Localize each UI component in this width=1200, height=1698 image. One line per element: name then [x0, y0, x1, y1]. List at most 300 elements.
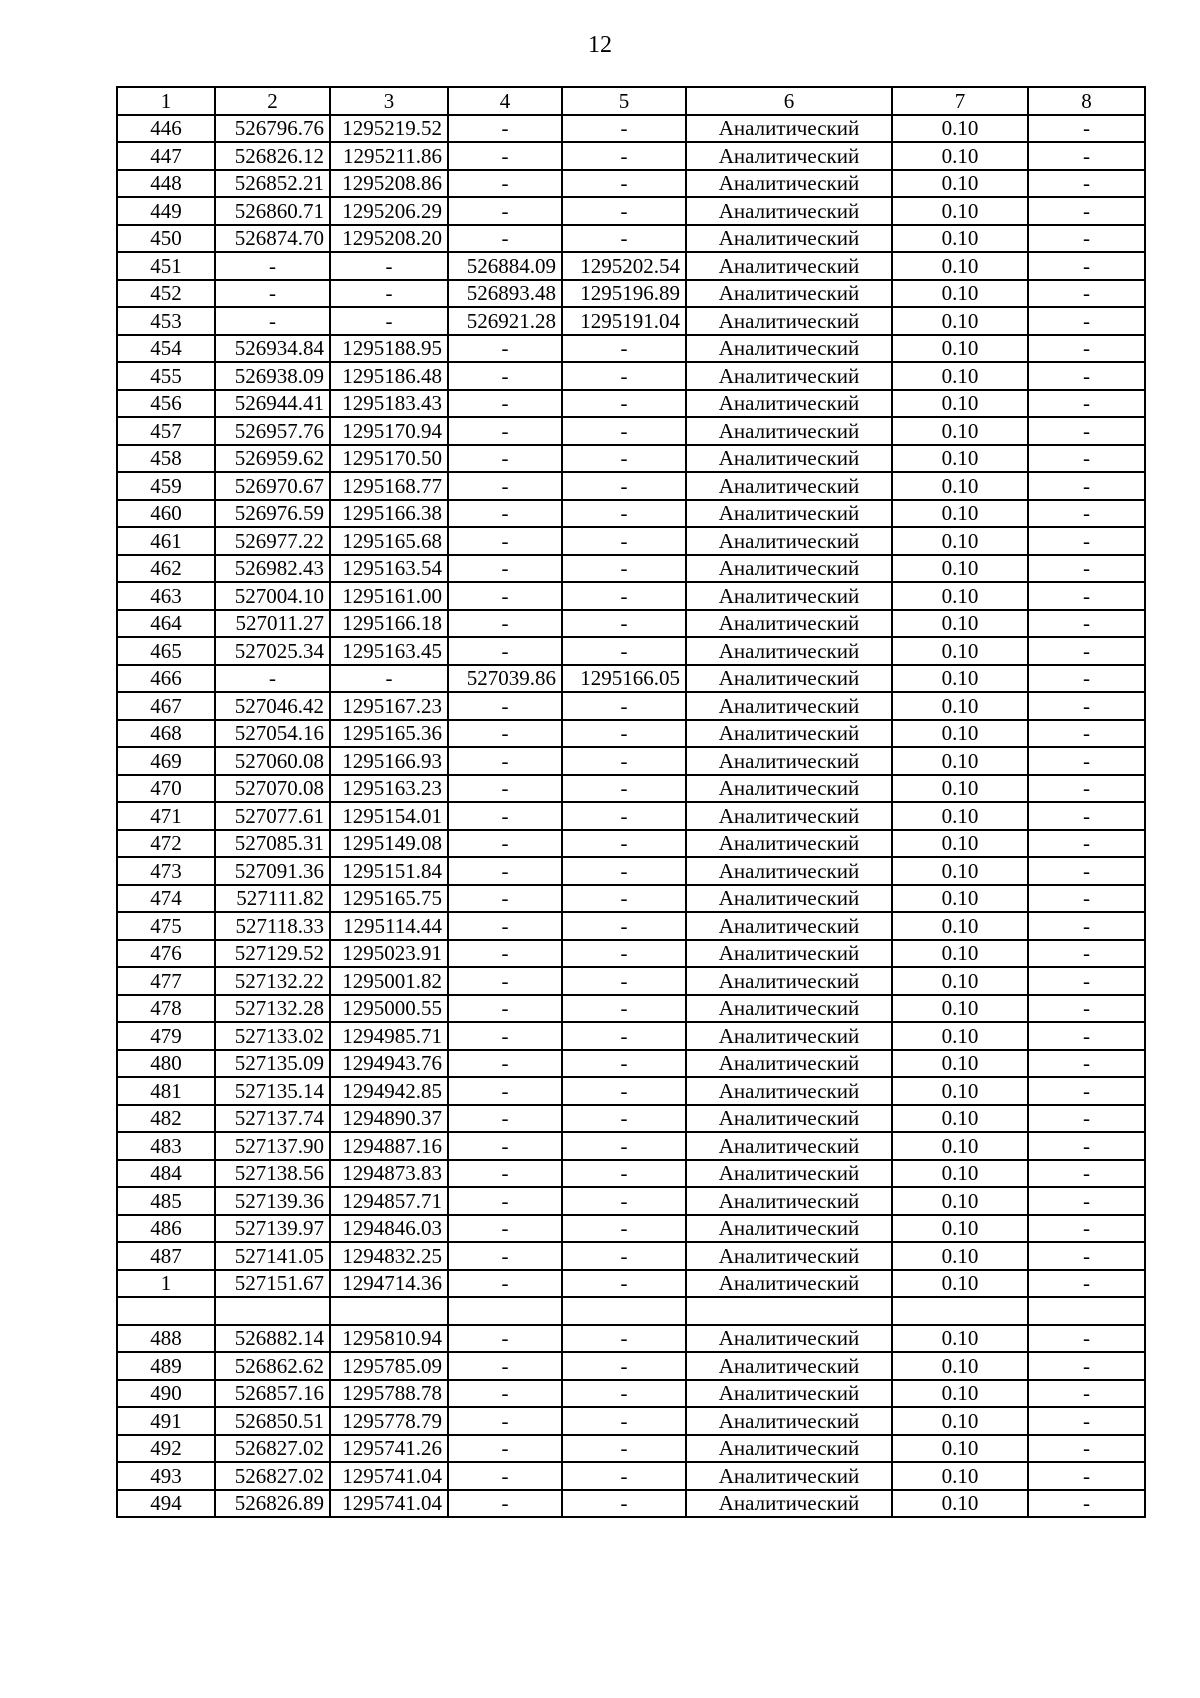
table-row: [117, 1352, 1145, 1380]
y-new-cell: -: [562, 967, 686, 995]
method-cell: Аналитический: [686, 1105, 892, 1133]
y-new-cell: -: [562, 637, 686, 665]
accuracy-cell: 0.10: [892, 1105, 1028, 1133]
table-row: [117, 555, 1145, 583]
accuracy-cell: 0.10: [892, 747, 1028, 775]
note-cell: -: [1028, 1160, 1145, 1188]
x-coordinate-cell: 527137.74: [215, 1105, 330, 1133]
x-new-cell: -: [448, 1187, 562, 1215]
x-coordinate-cell: 526959.62: [215, 445, 330, 473]
accuracy-cell: 0.10: [892, 610, 1028, 638]
y-new-cell: -: [562, 1160, 686, 1188]
y-new-cell: -: [562, 610, 686, 638]
method-cell: Аналитический: [686, 390, 892, 418]
note-cell: -: [1028, 665, 1145, 693]
point-number-cell: 462: [117, 555, 215, 583]
point-number-cell: 481: [117, 1077, 215, 1105]
y-new-cell: -: [562, 995, 686, 1023]
point-number-cell: 493: [117, 1462, 215, 1490]
x-coordinate-cell: -: [215, 665, 330, 693]
point-number-cell: 450: [117, 225, 215, 253]
method-cell: Аналитический: [686, 1325, 892, 1353]
point-number-cell: 473: [117, 857, 215, 885]
y-coordinate-cell: 1295165.75: [330, 885, 448, 913]
note-cell: -: [1028, 115, 1145, 143]
point-number-cell: 472: [117, 830, 215, 858]
table-body: [117, 115, 1145, 1518]
note-cell: -: [1028, 362, 1145, 390]
y-coordinate-cell: [330, 1297, 448, 1325]
y-coordinate-cell: 1295149.08: [330, 830, 448, 858]
y-new-cell: -: [562, 747, 686, 775]
x-coordinate-cell: 526826.89: [215, 1490, 330, 1518]
x-coordinate-cell: 527118.33: [215, 912, 330, 940]
y-new-cell: 1295202.54: [562, 252, 686, 280]
y-coordinate-cell: 1295170.94: [330, 417, 448, 445]
column-header: 1: [117, 87, 215, 115]
y-new-cell: [562, 1297, 686, 1325]
y-coordinate-cell: 1295208.20: [330, 225, 448, 253]
method-cell: Аналитический: [686, 362, 892, 390]
x-new-cell: -: [448, 830, 562, 858]
x-coordinate-cell: 526860.71: [215, 197, 330, 225]
y-new-cell: -: [562, 1352, 686, 1380]
point-number-cell: [117, 1297, 215, 1325]
table-row: [117, 115, 1145, 143]
y-coordinate-cell: 1295788.78: [330, 1380, 448, 1408]
y-coordinate-cell: 1295001.82: [330, 967, 448, 995]
x-new-cell: -: [448, 225, 562, 253]
point-number-cell: 484: [117, 1160, 215, 1188]
y-new-cell: -: [562, 555, 686, 583]
accuracy-cell: 0.10: [892, 967, 1028, 995]
x-coordinate-cell: 527137.90: [215, 1132, 330, 1160]
table-row: [117, 1050, 1145, 1078]
point-number-cell: 467: [117, 692, 215, 720]
accuracy-cell: 0.10: [892, 225, 1028, 253]
accuracy-cell: 0.10: [892, 857, 1028, 885]
x-new-cell: -: [448, 940, 562, 968]
note-cell: -: [1028, 1077, 1145, 1105]
y-coordinate-cell: 1295166.38: [330, 500, 448, 528]
point-number-cell: 1: [117, 1270, 215, 1298]
point-number-cell: 454: [117, 335, 215, 363]
table-row: [117, 720, 1145, 748]
note-cell: -: [1028, 335, 1145, 363]
coordinates-table: [116, 86, 1146, 1518]
x-coordinate-cell: 527046.42: [215, 692, 330, 720]
column-header: 3: [330, 87, 448, 115]
note-cell: -: [1028, 472, 1145, 500]
x-coordinate-cell: 527077.61: [215, 802, 330, 830]
point-number-cell: 486: [117, 1215, 215, 1243]
method-cell: Аналитический: [686, 1270, 892, 1298]
y-coordinate-cell: 1294846.03: [330, 1215, 448, 1243]
y-coordinate-cell: 1295741.04: [330, 1462, 448, 1490]
y-coordinate-cell: 1294857.71: [330, 1187, 448, 1215]
method-cell: Аналитический: [686, 555, 892, 583]
method-cell: Аналитический: [686, 1187, 892, 1215]
x-new-cell: -: [448, 1160, 562, 1188]
x-new-cell: -: [448, 1462, 562, 1490]
point-number-cell: 458: [117, 445, 215, 473]
y-coordinate-cell: 1294714.36: [330, 1270, 448, 1298]
accuracy-cell: 0.10: [892, 637, 1028, 665]
y-new-cell: -: [562, 115, 686, 143]
x-coordinate-cell: 526882.14: [215, 1325, 330, 1353]
table-row: [117, 142, 1145, 170]
accuracy-cell: 0.10: [892, 1077, 1028, 1105]
x-coordinate-cell: 526957.76: [215, 417, 330, 445]
x-new-cell: -: [448, 802, 562, 830]
accuracy-cell: 0.10: [892, 472, 1028, 500]
y-new-cell: -: [562, 1490, 686, 1518]
y-coordinate-cell: 1295741.26: [330, 1435, 448, 1463]
method-cell: [686, 1297, 892, 1325]
y-new-cell: -: [562, 582, 686, 610]
x-coordinate-cell: 527135.14: [215, 1077, 330, 1105]
point-number-cell: 492: [117, 1435, 215, 1463]
note-cell: -: [1028, 1050, 1145, 1078]
table-row: [117, 940, 1145, 968]
y-new-cell: -: [562, 417, 686, 445]
point-number-cell: 478: [117, 995, 215, 1023]
x-new-cell: -: [448, 1215, 562, 1243]
x-coordinate-cell: -: [215, 252, 330, 280]
y-coordinate-cell: 1295785.09: [330, 1352, 448, 1380]
accuracy-cell: 0.10: [892, 802, 1028, 830]
x-new-cell: -: [448, 142, 562, 170]
method-cell: Аналитический: [686, 417, 892, 445]
x-coordinate-cell: 527004.10: [215, 582, 330, 610]
x-coordinate-cell: 526874.70: [215, 225, 330, 253]
accuracy-cell: 0.10: [892, 1380, 1028, 1408]
table-row: [117, 967, 1145, 995]
table-row: [117, 610, 1145, 638]
y-new-cell: -: [562, 362, 686, 390]
accuracy-cell: 0.10: [892, 1160, 1028, 1188]
method-cell: Аналитический: [686, 527, 892, 555]
y-coordinate-cell: 1295219.52: [330, 115, 448, 143]
x-new-cell: 527039.86: [448, 665, 562, 693]
y-new-cell: -: [562, 830, 686, 858]
table-row: [117, 912, 1145, 940]
note-cell: -: [1028, 720, 1145, 748]
accuracy-cell: 0.10: [892, 1407, 1028, 1435]
table-row: [117, 527, 1145, 555]
note-cell: -: [1028, 1132, 1145, 1160]
x-coordinate-cell: 527070.08: [215, 775, 330, 803]
y-coordinate-cell: 1295211.86: [330, 142, 448, 170]
y-new-cell: 1295166.05: [562, 665, 686, 693]
note-cell: -: [1028, 197, 1145, 225]
accuracy-cell: 0.10: [892, 1022, 1028, 1050]
x-new-cell: -: [448, 912, 562, 940]
y-new-cell: -: [562, 445, 686, 473]
note-cell: -: [1028, 1380, 1145, 1408]
note-cell: -: [1028, 555, 1145, 583]
method-cell: Аналитический: [686, 197, 892, 225]
method-cell: Аналитический: [686, 1050, 892, 1078]
point-number-cell: 476: [117, 940, 215, 968]
note-cell: -: [1028, 830, 1145, 858]
x-new-cell: 526884.09: [448, 252, 562, 280]
accuracy-cell: 0.10: [892, 1270, 1028, 1298]
table-row: [117, 1270, 1145, 1298]
x-new-cell: -: [448, 1077, 562, 1105]
table-row: [117, 197, 1145, 225]
note-cell: -: [1028, 142, 1145, 170]
x-coordinate-cell: 527060.08: [215, 747, 330, 775]
note-cell: -: [1028, 637, 1145, 665]
table-row: [117, 500, 1145, 528]
accuracy-cell: 0.10: [892, 830, 1028, 858]
method-cell: Аналитический: [686, 1407, 892, 1435]
point-number-cell: 453: [117, 307, 215, 335]
point-number-cell: 487: [117, 1242, 215, 1270]
x-coordinate-cell: 527129.52: [215, 940, 330, 968]
y-new-cell: -: [562, 1050, 686, 1078]
x-coordinate-cell: 527085.31: [215, 830, 330, 858]
table-row: [117, 1215, 1145, 1243]
note-cell: -: [1028, 912, 1145, 940]
note-cell: -: [1028, 692, 1145, 720]
y-new-cell: -: [562, 720, 686, 748]
x-new-cell: -: [448, 775, 562, 803]
column-header: 7: [892, 87, 1028, 115]
y-coordinate-cell: 1295170.50: [330, 445, 448, 473]
x-new-cell: 526893.48: [448, 280, 562, 308]
x-new-cell: -: [448, 115, 562, 143]
method-cell: Аналитический: [686, 1352, 892, 1380]
y-new-cell: -: [562, 1022, 686, 1050]
x-new-cell: -: [448, 1407, 562, 1435]
y-coordinate-cell: 1295183.43: [330, 390, 448, 418]
table-row: [117, 170, 1145, 198]
accuracy-cell: 0.10: [892, 1050, 1028, 1078]
note-cell: -: [1028, 967, 1145, 995]
x-new-cell: -: [448, 857, 562, 885]
y-coordinate-cell: 1295166.93: [330, 747, 448, 775]
table-row: [117, 1325, 1145, 1353]
point-number-cell: 447: [117, 142, 215, 170]
x-coordinate-cell: 526977.22: [215, 527, 330, 555]
x-coordinate-cell: 526862.62: [215, 1352, 330, 1380]
note-cell: -: [1028, 1435, 1145, 1463]
y-coordinate-cell: 1295023.91: [330, 940, 448, 968]
table-row: [117, 445, 1145, 473]
point-number-cell: 463: [117, 582, 215, 610]
method-cell: Аналитический: [686, 142, 892, 170]
y-coordinate-cell: 1295165.36: [330, 720, 448, 748]
x-coordinate-cell: 527151.67: [215, 1270, 330, 1298]
y-new-cell: -: [562, 472, 686, 500]
accuracy-cell: 0.10: [892, 170, 1028, 198]
x-coordinate-cell: 527054.16: [215, 720, 330, 748]
point-number-cell: 489: [117, 1352, 215, 1380]
note-cell: -: [1028, 582, 1145, 610]
y-new-cell: -: [562, 1380, 686, 1408]
y-coordinate-cell: 1294873.83: [330, 1160, 448, 1188]
point-number-cell: 448: [117, 170, 215, 198]
x-new-cell: -: [448, 1380, 562, 1408]
note-cell: -: [1028, 1352, 1145, 1380]
method-cell: Аналитический: [686, 1215, 892, 1243]
table-row: [117, 1435, 1145, 1463]
table-row: [117, 802, 1145, 830]
note-cell: -: [1028, 280, 1145, 308]
y-new-cell: 1295191.04: [562, 307, 686, 335]
y-new-cell: -: [562, 1462, 686, 1490]
accuracy-cell: 0.10: [892, 1435, 1028, 1463]
table-row: [117, 1160, 1145, 1188]
y-coordinate-cell: 1294985.71: [330, 1022, 448, 1050]
x-coordinate-cell: 526852.21: [215, 170, 330, 198]
method-cell: Аналитический: [686, 1462, 892, 1490]
method-cell: Аналитический: [686, 335, 892, 363]
y-coordinate-cell: 1294832.25: [330, 1242, 448, 1270]
note-cell: -: [1028, 390, 1145, 418]
note-cell: -: [1028, 775, 1145, 803]
note-cell: -: [1028, 170, 1145, 198]
x-coordinate-cell: 527025.34: [215, 637, 330, 665]
y-new-cell: -: [562, 885, 686, 913]
y-new-cell: -: [562, 390, 686, 418]
method-cell: Аналитический: [686, 170, 892, 198]
method-cell: Аналитический: [686, 1160, 892, 1188]
method-cell: Аналитический: [686, 830, 892, 858]
x-new-cell: -: [448, 170, 562, 198]
accuracy-cell: 0.10: [892, 995, 1028, 1023]
x-coordinate-cell: 526982.43: [215, 555, 330, 583]
y-coordinate-cell: -: [330, 665, 448, 693]
point-number-cell: 468: [117, 720, 215, 748]
point-number-cell: 490: [117, 1380, 215, 1408]
method-cell: Аналитический: [686, 857, 892, 885]
x-new-cell: -: [448, 445, 562, 473]
table-row: [117, 280, 1145, 308]
note-cell: -: [1028, 307, 1145, 335]
y-coordinate-cell: -: [330, 252, 448, 280]
y-new-cell: -: [562, 940, 686, 968]
x-coordinate-cell: 527141.05: [215, 1242, 330, 1270]
x-new-cell: -: [448, 527, 562, 555]
note-cell: -: [1028, 225, 1145, 253]
method-cell: Аналитический: [686, 940, 892, 968]
table-row: [117, 1490, 1145, 1518]
y-coordinate-cell: 1295151.84: [330, 857, 448, 885]
table-row: [117, 582, 1145, 610]
y-coordinate-cell: 1295000.55: [330, 995, 448, 1023]
note-cell: -: [1028, 1490, 1145, 1518]
x-coordinate-cell: 527132.22: [215, 967, 330, 995]
point-number-cell: 452: [117, 280, 215, 308]
column-header: 2: [215, 87, 330, 115]
accuracy-cell: 0.10: [892, 692, 1028, 720]
y-coordinate-cell: 1295166.18: [330, 610, 448, 638]
note-cell: -: [1028, 417, 1145, 445]
x-new-cell: -: [448, 472, 562, 500]
y-new-cell: -: [562, 225, 686, 253]
y-coordinate-cell: 1295810.94: [330, 1325, 448, 1353]
table-row: [117, 1077, 1145, 1105]
x-new-cell: -: [448, 1132, 562, 1160]
x-new-cell: -: [448, 692, 562, 720]
point-number-cell: 464: [117, 610, 215, 638]
column-header: 4: [448, 87, 562, 115]
table-row: [117, 1105, 1145, 1133]
x-new-cell: -: [448, 1022, 562, 1050]
accuracy-cell: 0.10: [892, 335, 1028, 363]
method-cell: Аналитический: [686, 637, 892, 665]
x-new-cell: -: [448, 637, 562, 665]
y-coordinate-cell: -: [330, 307, 448, 335]
y-coordinate-cell: 1295186.48: [330, 362, 448, 390]
x-coordinate-cell: 526827.02: [215, 1462, 330, 1490]
table-row: [117, 1022, 1145, 1050]
table-row: [117, 252, 1145, 280]
note-cell: -: [1028, 1270, 1145, 1298]
table-row: [117, 775, 1145, 803]
x-new-cell: -: [448, 1435, 562, 1463]
method-cell: Аналитический: [686, 472, 892, 500]
note-cell: -: [1028, 500, 1145, 528]
x-new-cell: [448, 1297, 562, 1325]
x-new-cell: -: [448, 1050, 562, 1078]
note-cell: -: [1028, 1462, 1145, 1490]
accuracy-cell: 0.10: [892, 1132, 1028, 1160]
y-new-cell: -: [562, 1105, 686, 1133]
accuracy-cell: 0.10: [892, 417, 1028, 445]
x-new-cell: -: [448, 500, 562, 528]
y-new-cell: -: [562, 912, 686, 940]
y-new-cell: -: [562, 142, 686, 170]
table-row: [117, 830, 1145, 858]
method-cell: Аналитический: [686, 115, 892, 143]
accuracy-cell: 0.10: [892, 307, 1028, 335]
method-cell: Аналитический: [686, 307, 892, 335]
point-number-cell: 491: [117, 1407, 215, 1435]
accuracy-cell: 0.10: [892, 1462, 1028, 1490]
note-cell: -: [1028, 252, 1145, 280]
y-coordinate-cell: -: [330, 280, 448, 308]
note-cell: -: [1028, 1325, 1145, 1353]
page-number: 12: [588, 32, 612, 58]
x-new-cell: -: [448, 995, 562, 1023]
x-coordinate-cell: 527132.28: [215, 995, 330, 1023]
method-cell: Аналитический: [686, 582, 892, 610]
point-number-cell: 465: [117, 637, 215, 665]
y-coordinate-cell: 1295778.79: [330, 1407, 448, 1435]
note-cell: -: [1028, 747, 1145, 775]
table-row: [117, 1462, 1145, 1490]
point-number-cell: 477: [117, 967, 215, 995]
x-coordinate-cell: 527139.36: [215, 1187, 330, 1215]
y-coordinate-cell: 1295163.23: [330, 775, 448, 803]
table-row: [117, 417, 1145, 445]
x-new-cell: 526921.28: [448, 307, 562, 335]
accuracy-cell: 0.10: [892, 527, 1028, 555]
table-row: [117, 1297, 1145, 1325]
table-row: [117, 472, 1145, 500]
x-new-cell: -: [448, 362, 562, 390]
y-coordinate-cell: 1295114.44: [330, 912, 448, 940]
y-new-cell: -: [562, 170, 686, 198]
point-number-cell: 471: [117, 802, 215, 830]
x-coordinate-cell: 526970.67: [215, 472, 330, 500]
method-cell: Аналитический: [686, 610, 892, 638]
method-cell: Аналитический: [686, 500, 892, 528]
